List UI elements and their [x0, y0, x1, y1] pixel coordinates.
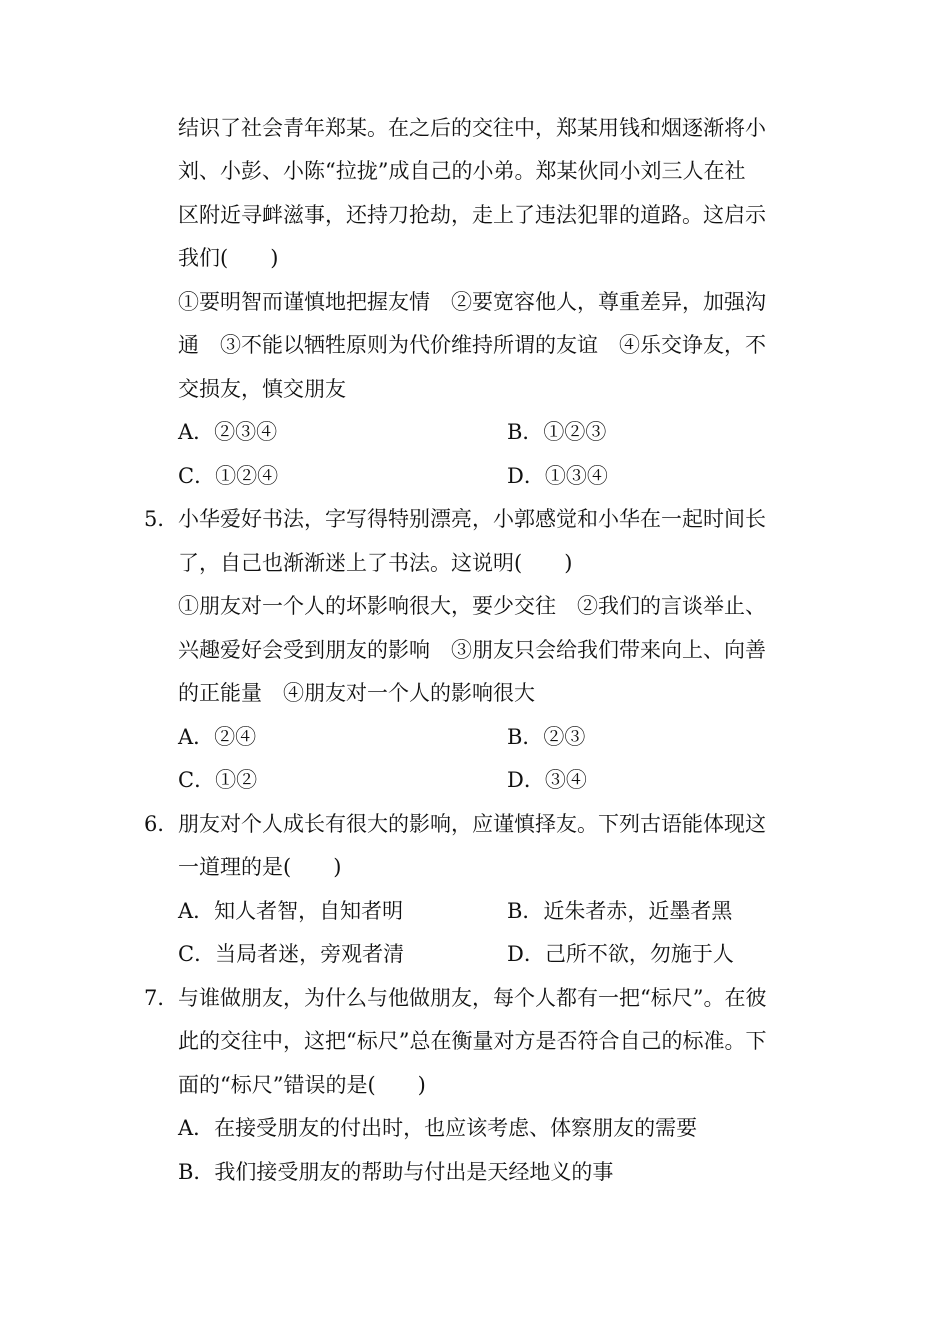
q5-statement-line-2: 兴趣爱好会受到朋友的影响 ③朋友只会给我们带来向上、向善	[178, 638, 766, 662]
q5-stem-line-1: 小华爱好书法，字写得特别漂亮，小郭感觉和小华在一起时间长	[178, 507, 766, 531]
q7-option-a: A．在接受朋友的付出时，也应该考虑、体察朋友的需要	[178, 1116, 698, 1140]
q5-option-c: C．①②	[178, 768, 258, 792]
q5-statement-line-1: ①朋友对一个人的坏影响很大，要少交往 ②我们的言谈举止、	[178, 594, 766, 618]
q5-option-b: B．②③	[507, 725, 586, 749]
q5-stem-line-2: 了，自己也渐渐迷上了书法。这说明( )	[178, 551, 573, 575]
q5-option-a: A．②④	[178, 725, 257, 749]
q7-stem-line-3: 面的“标尺”错误的是( )	[178, 1073, 426, 1097]
q4-statement-line-2: 通 ③不能以牺牲原则为代价维持所谓的友谊 ④乐交诤友，不	[178, 333, 766, 357]
q7-stem-line-1: 与谁做朋友，为什么与他做朋友，每个人都有一把“标尺”。在彼	[178, 986, 767, 1010]
q5-option-d: D．③④	[507, 768, 587, 792]
q6-number: 6．	[144, 812, 179, 836]
q4-stem-line-3: 区附近寻衅滋事，还持刀抢劫，走上了违法犯罪的道路。这启示	[178, 203, 766, 227]
q7-option-b: B．我们接受朋友的帮助与付出是天经地义的事	[178, 1160, 614, 1184]
q6-option-a: A．知人者智，自知者明	[178, 899, 404, 923]
q4-statement-line-1: ①要明智而谨慎地把握友情 ②要宽容他人，尊重差异，加强沟	[178, 290, 766, 314]
q4-stem-line-1: 结识了社会青年郑某。在之后的交往中，郑某用钱和烟逐渐将小	[178, 116, 766, 140]
q6-stem-line-1: 朋友对个人成长有很大的影响，应谨慎择友。下列古语能体现这	[178, 812, 766, 836]
q6-option-c: C．当局者迷，旁观者清	[178, 942, 405, 966]
q4-stem-line-2: 刘、小彭、小陈“拉拢”成自己的小弟。郑某伙同小刘三人在社	[178, 159, 746, 183]
q4-option-c: C．①②④	[178, 464, 279, 488]
q4-option-a: A．②③④	[178, 420, 278, 444]
q4-stem-line-4: 我们( )	[178, 246, 279, 270]
q7-number: 7．	[144, 986, 179, 1010]
q4-option-b: B．①②③	[507, 420, 607, 444]
q5-number: 5．	[144, 507, 179, 531]
q6-stem-line-2: 一道理的是( )	[178, 855, 342, 879]
q4-statement-line-3: 交损友，慎交朋友	[178, 377, 346, 401]
q6-option-b: B．近朱者赤，近墨者黑	[507, 899, 733, 923]
q4-option-d: D．①③④	[507, 464, 608, 488]
q6-option-d: D．己所不欲，勿施于人	[507, 942, 734, 966]
q7-stem-line-2: 此的交往中，这把“标尺”总在衡量对方是否符合自己的标准。下	[178, 1029, 767, 1053]
q5-statement-line-3: 的正能量 ④朋友对一个人的影响很大	[178, 681, 535, 705]
